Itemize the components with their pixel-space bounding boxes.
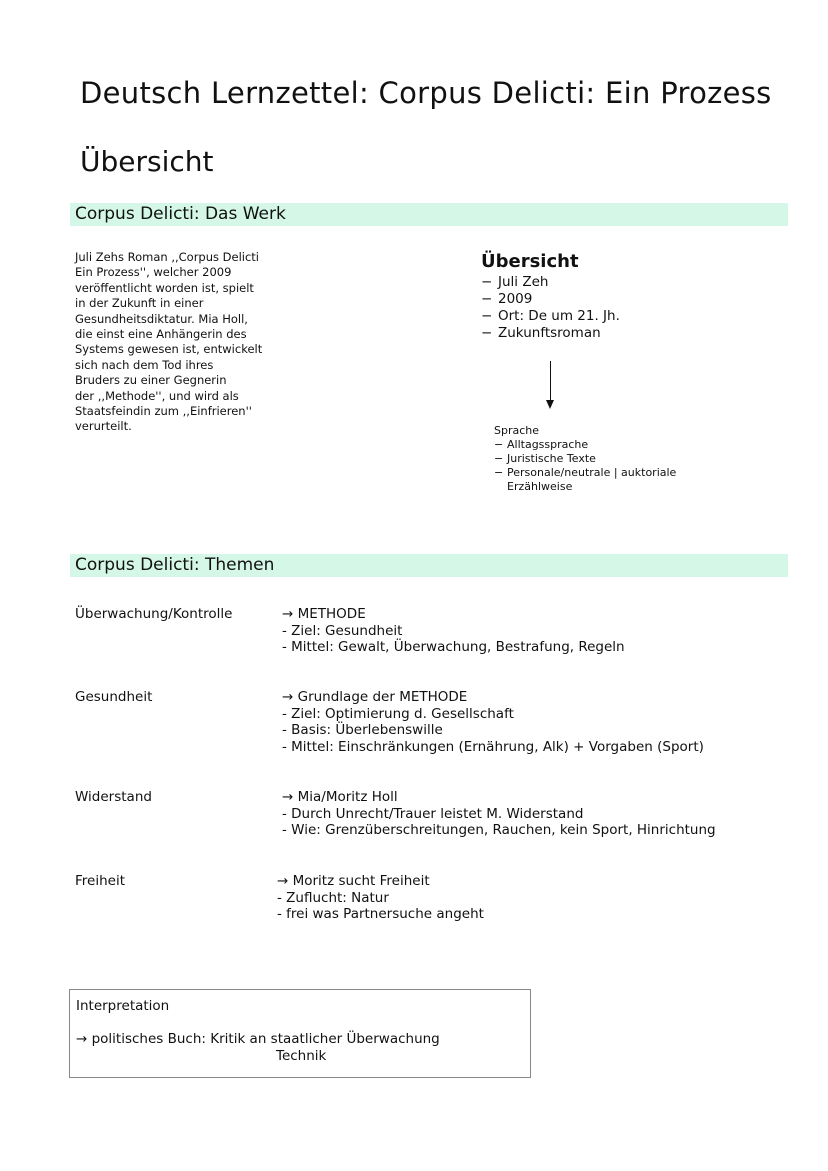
topic-line: - Wie: Grenzüberschreitungen, Rauchen, kein Sport, Hinrichtung — [282, 822, 716, 839]
overview-title: Übersicht — [481, 251, 579, 272]
topic-line: - Durch Unrecht/Trauer leistet M. Widerstand — [282, 805, 584, 822]
overview-item — [481, 291, 620, 308]
topic-line: - Zuflucht: Natur — [277, 889, 389, 906]
intro-line: verurteilt. — [75, 419, 132, 434]
intro-paragraph — [75, 250, 290, 435]
language-item — [494, 466, 676, 480]
overview-item-text: Juli Zeh — [498, 274, 549, 290]
overview-item-text: 2009 — [498, 291, 533, 307]
section-heading-werk-label: Corpus Delicti: Das Werk — [75, 204, 286, 224]
topic-label-widerstand: Widerstand — [75, 789, 152, 805]
language-title: Sprache — [494, 424, 540, 437]
section-heading-themen — [70, 554, 788, 577]
topic-line: - Ziel: Optimierung d. Gesellschaft — [282, 705, 514, 722]
interpretation-title: Interpretation — [76, 998, 170, 1014]
page-title: Deutsch Lernzettel: Corpus Delicti: Ein Prozess — [80, 76, 772, 110]
intro-line: die einst eine Anhängerin des — [75, 327, 247, 342]
dash-bullet: − — [481, 291, 493, 307]
dash-bullet: − — [481, 308, 493, 324]
topic-details-freiheit — [277, 873, 484, 923]
intro-line: Staatsfeindin zum ,,Einfrieren'' — [75, 404, 252, 419]
language-item-text: Juristische Texte — [507, 452, 596, 465]
topic-line: → Moritz sucht Freiheit — [277, 873, 430, 889]
intro-line: Bruders zu einer Gegnerin — [75, 373, 227, 388]
intro-line: Ein Prozess'', welcher 2009 — [75, 265, 232, 280]
section-heading-werk — [70, 203, 788, 226]
topic-line: - frei was Partnersuche angeht — [277, 906, 484, 923]
topic-details-widerstand — [282, 789, 716, 839]
language-item-text: Alltagssprache — [507, 438, 589, 451]
topic-line: - Ziel: Gesundheit — [282, 622, 403, 639]
language-item-continuation: Erzählweise — [507, 480, 573, 493]
intro-line: der ,,Methode'', und wird als — [75, 388, 239, 403]
language-item — [494, 452, 676, 466]
overview-item-text: Zukunftsroman — [498, 325, 601, 341]
intro-line: Systems gewesen ist, entwickelt — [75, 342, 263, 357]
intro-line: Gesundheitsdiktatur. Mia Holl, — [75, 311, 248, 326]
topic-line: → Grundlage der METHODE — [282, 689, 468, 705]
language-list — [494, 438, 676, 494]
dash-bullet: − — [494, 438, 504, 451]
topic-line: - Mittel: Einschränkungen (Ernährung, Alk) + Vorgaben (Sport) — [282, 739, 704, 756]
overview-item — [481, 274, 620, 291]
interpretation-text: → politisches Buch: Kritik an staatlicher Überwachung — [76, 1031, 440, 1047]
dash-bullet: − — [494, 466, 504, 479]
topic-line: → Mia/Moritz Holl — [282, 789, 398, 805]
topic-label-freiheit: Freiheit — [75, 873, 125, 889]
down-arrow-icon — [546, 400, 554, 409]
topic-line: - Mittel: Gewalt, Überwachung, Bestrafung, Regeln — [282, 639, 625, 656]
intro-line: in der Zukunft in einer — [75, 296, 204, 311]
intro-line: Juli Zehs Roman ,,Corpus Delicti — [75, 250, 260, 264]
topic-line: - Basis: Überlebenswille — [282, 722, 443, 739]
interpretation-box — [69, 989, 531, 1078]
section-heading-themen-label: Corpus Delicti: Themen — [75, 555, 275, 575]
topic-label-ueberwachung: Überwachung/Kontrolle — [75, 606, 233, 622]
down-arrow-icon-shaft — [550, 361, 551, 403]
intro-line: veröffentlicht worden ist, spielt — [75, 280, 254, 295]
overview-item — [481, 308, 620, 325]
dash-bullet: − — [494, 452, 504, 465]
language-item-text: Personale/neutrale | auktoriale — [507, 466, 677, 479]
dash-bullet: − — [481, 274, 493, 290]
topic-details-gesundheit — [282, 689, 704, 756]
topic-label-gesundheit: Gesundheit — [75, 689, 153, 705]
interpretation-text-continued: Technik — [276, 1048, 327, 1064]
overview-list — [481, 274, 620, 342]
page-subtitle: Übersicht — [80, 145, 214, 178]
topic-details-ueberwachung — [282, 606, 625, 656]
language-item — [494, 438, 676, 452]
dash-bullet: − — [481, 325, 493, 341]
intro-line: sich nach dem Tod ihres — [75, 357, 214, 372]
topic-line: → METHODE — [282, 606, 366, 622]
overview-item-text: Ort: De um 21. Jh. — [498, 308, 620, 324]
overview-item — [481, 325, 620, 342]
